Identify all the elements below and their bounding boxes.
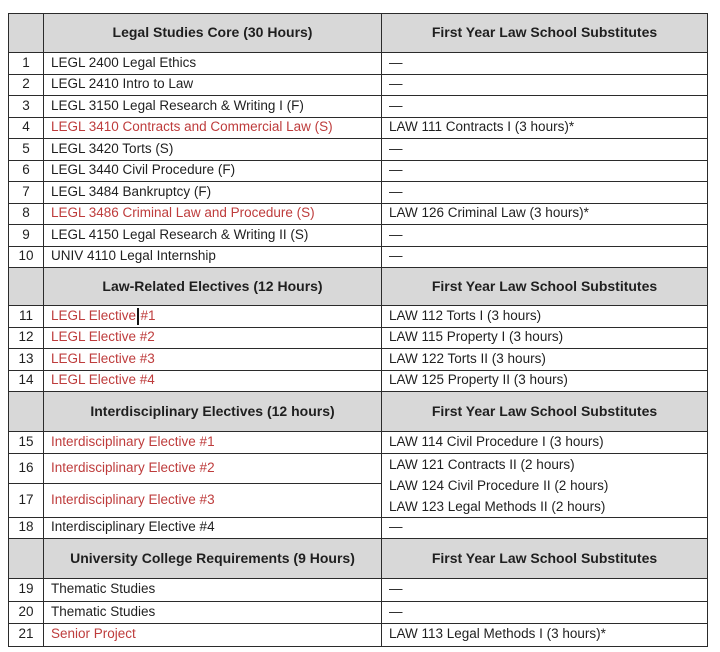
course-cell: UNIV 4110 Legal Internship [44,246,382,268]
section-header-corner [9,392,44,432]
course-cell: Interdisciplinary Elective #1 [44,432,382,454]
substitute-cell: LAW 126 Criminal Law (3 hours)* [382,203,708,225]
section-header-right: First Year Law School Substitutes [382,268,708,306]
course-cell: Thematic Studies [44,579,382,602]
section-header-right: First Year Law School Substitutes [382,14,708,53]
course-cell: Thematic Studies [44,601,382,624]
section-header-left: Law-Related Electives (12 Hours) [44,268,382,306]
course-text: LEGL Elective [51,307,137,323]
substitute-cell: LAW 125 Property II (3 hours) [382,370,708,392]
section-header-corner [9,14,44,53]
row-number: 7 [9,182,44,204]
substitute-cell: LAW 113 Legal Methods I (3 hours)* [382,624,708,647]
table-row [9,117,708,139]
table-row [9,182,708,204]
substitute-cell: LAW 112 Torts I (3 hours) [382,306,708,328]
table-row [9,327,708,349]
course-cell: LEGL 3486 Criminal Law and Procedure (S) [44,203,382,225]
row-number: 8 [9,203,44,225]
substitute-cell: — [382,517,708,539]
section-header-row [9,268,708,306]
course-cell: LEGL 3150 Legal Research & Writing I (F) [44,96,382,118]
table-row [9,349,708,371]
substitute-line: LAW 121 Contracts II (2 hours) [389,456,575,472]
row-number: 16 [9,453,44,484]
table-row [9,306,708,328]
row-number: 3 [9,96,44,118]
section-header-right: First Year Law School Substitutes [382,539,708,579]
table-row [9,453,708,484]
table-row [9,53,708,75]
section-header-left: Interdisciplinary Electives (12 hours) [44,392,382,432]
row-number: 6 [9,160,44,182]
course-cell: Interdisciplinary Elective #2 [44,453,382,484]
section-header-corner [9,539,44,579]
row-number: 1 [9,53,44,75]
course-cell: Interdisciplinary Elective #3 [44,484,382,517]
course-cell: Interdisciplinary Elective #4 [44,517,382,539]
table-row [9,139,708,161]
substitute-cell: LAW 115 Property I (3 hours) [382,327,708,349]
course-cell: LEGL 4150 Legal Research & Writing II (S) [44,225,382,247]
course-cell: LEGL Elective #4 [44,370,382,392]
substitute-cell: LAW 122 Torts II (3 hours) [382,349,708,371]
table-row [9,96,708,118]
table-row [9,74,708,96]
section-header-left: University College Requirements (9 Hours) [44,539,382,579]
table-row [9,624,708,647]
substitute-cell: — [382,96,708,118]
substitute-cell: — [382,160,708,182]
row-number: 12 [9,327,44,349]
substitute-cell: — [382,579,708,602]
substitute-cell: LAW 111 Contracts I (3 hours)* [382,117,708,139]
course-substitution-table [8,13,708,647]
course-cell: Senior Project [44,624,382,647]
table-row [9,601,708,624]
substitute-cell: — [382,182,708,204]
course-cell: LEGL 3410 Contracts and Commercial Law (S) [44,117,382,139]
section-header-row [9,14,708,53]
table-row [9,517,708,539]
table-row [9,225,708,247]
substitute-cell: — [382,601,708,624]
row-number: 13 [9,349,44,371]
table-row [9,579,708,602]
substitute-cell: — [382,225,708,247]
row-number: 2 [9,74,44,96]
substitute-cell: — [382,74,708,96]
section-header-left: Legal Studies Core (30 Hours) [44,14,382,53]
course-cell: LEGL 3484 Bankruptcy (F) [44,182,382,204]
course-cell: LEGL Elective #2 [44,327,382,349]
course-cell: LEGL 3420 Torts (S) [44,139,382,161]
row-number: 14 [9,370,44,392]
row-number: 10 [9,246,44,268]
substitute-line: LAW 124 Civil Procedure II (2 hours) [389,477,609,493]
section-header-corner [9,268,44,306]
substitute-cell: — [382,139,708,161]
row-number: 9 [9,225,44,247]
row-number: 18 [9,517,44,539]
row-number: 21 [9,624,44,647]
table-row [9,370,708,392]
row-number: 11 [9,306,44,328]
substitute-cell: — [382,53,708,75]
table-row [9,203,708,225]
substitute-cell: — [382,246,708,268]
course-cell [44,306,382,328]
substitute-cell-merged [382,453,708,517]
course-cell: LEGL 2410 Intro to Law [44,74,382,96]
row-number: 4 [9,117,44,139]
section-header-right: First Year Law School Substitutes [382,392,708,432]
table-row [9,246,708,268]
section-header-row [9,539,708,579]
substitute-line: LAW 123 Legal Methods II (2 hours) [389,498,606,514]
row-number: 20 [9,601,44,624]
text-cursor [137,308,139,325]
course-cell: LEGL 3440 Civil Procedure (F) [44,160,382,182]
table-row [9,432,708,454]
row-number: 5 [9,139,44,161]
course-text: #1 [140,307,156,323]
row-number: 19 [9,579,44,602]
course-cell: LEGL Elective #3 [44,349,382,371]
section-header-row [9,392,708,432]
table-row [9,160,708,182]
course-cell: LEGL 2400 Legal Ethics [44,53,382,75]
substitute-cell: LAW 114 Civil Procedure I (3 hours) [382,432,708,454]
row-number: 17 [9,484,44,517]
row-number: 15 [9,432,44,454]
